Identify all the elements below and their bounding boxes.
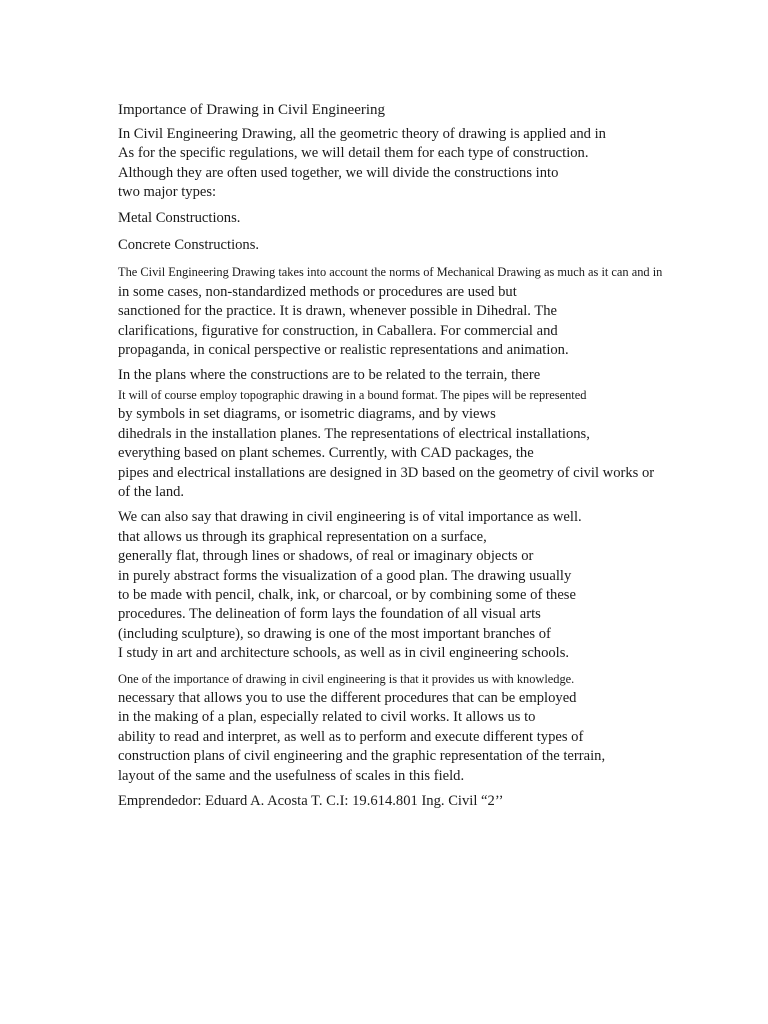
text-line: in purely abstract forms the visualization of a good plan. The drawing usually — [118, 567, 572, 584]
author-credit — [118, 792, 718, 811]
paragraph-vital-importance — [118, 508, 718, 663]
paragraph-terrain-plans — [118, 366, 718, 502]
text-line: Metal Constructions. — [118, 209, 241, 226]
text-line: to be made with pencil, chalk, ink, or charcoal, or by combining some of these — [118, 586, 576, 603]
text-line: (including sculpture), so drawing is one of the most important branches of — [118, 625, 551, 642]
text-line: I study in art and architecture schools, as well as in civil engineering schools. — [118, 645, 570, 662]
text-line: sanctioned for the practice. It is drawn, whenever possible in Dihedral. The — [118, 303, 558, 320]
text-line: layout of the same and the usefulness of scales in this field. — [118, 767, 465, 784]
text-line: of the land. — [118, 483, 185, 500]
text-line: We can also say that drawing in civil engineering is of vital importance as well. — [118, 509, 582, 526]
paragraph-metal — [118, 209, 718, 228]
text-line: necessary that allows you to use the different procedures that can be employed — [118, 689, 577, 706]
text-line: Concrete Constructions. — [118, 237, 260, 254]
text-line: clarifications, figurative for construction, in Caballera. For commercial and — [118, 322, 558, 339]
text-line: ability to read and interpret, as well as to perform and execute different types of — [118, 728, 584, 745]
paragraph-mechanical-norms — [118, 263, 718, 360]
text-line: In the plans where the constructions are to be related to the terrain, there — [118, 367, 541, 384]
text-line: It will of course employ topographic drawing in a bound format. The pipes will be represented — [118, 387, 587, 402]
text-line: that allows us through its graphical representation on a surface, — [118, 528, 487, 545]
text-line: in the making of a plan, especially related to civil works. It allows us to — [118, 709, 536, 726]
text-line: propaganda, in conical perspective or realistic representations and animation. — [118, 342, 569, 359]
document-title: Importance of Drawing in Civil Engineering — [118, 102, 386, 118]
text-line: In Civil Engineering Drawing, all the geometric theory of drawing is applied and in — [118, 126, 606, 142]
text-line: dihedrals in the installation planes. The representations of electrical installations, — [118, 425, 590, 442]
text-line: construction plans of civil engineering and the graphic representation of the terrain, — [118, 748, 606, 765]
document-page — [118, 100, 718, 817]
text-line: One of the importance of drawing in civil engineering is that it provides us with knowledge. — [118, 671, 575, 686]
text-line: The Civil Engineering Drawing takes into account the norms of Mechanical Drawing as much as it can and in — [118, 265, 663, 280]
text-line: two major types: — [118, 184, 217, 201]
text-line: procedures. The delineation of form lays the foundation of all visual arts — [118, 606, 541, 623]
paragraph-knowledge — [118, 670, 718, 786]
text-line: everything based on plant schemes. Currently, with CAD packages, the — [118, 445, 534, 462]
text-line: Emprendedor: Eduard A. Acosta T. C.I: 19.614.801 Ing. Civil “2’’ — [118, 793, 504, 809]
paragraph-concrete — [118, 236, 718, 255]
paragraph-intro — [118, 125, 718, 203]
text-line: Although they are often used together, we will divide the constructions into — [118, 164, 559, 181]
text-line: pipes and electrical installations are designed in 3D based on the geometry of civil works or — [118, 464, 655, 481]
text-line: generally flat, through lines or shadows, of real or imaginary objects or — [118, 548, 534, 565]
text-line: by symbols in set diagrams, or isometric diagrams, and by views — [118, 406, 496, 423]
text-line: in some cases, non-standardized methods or procedures are used but — [118, 283, 517, 300]
text-line: As for the specific regulations, we will detail them for each type of construction. — [118, 145, 589, 162]
